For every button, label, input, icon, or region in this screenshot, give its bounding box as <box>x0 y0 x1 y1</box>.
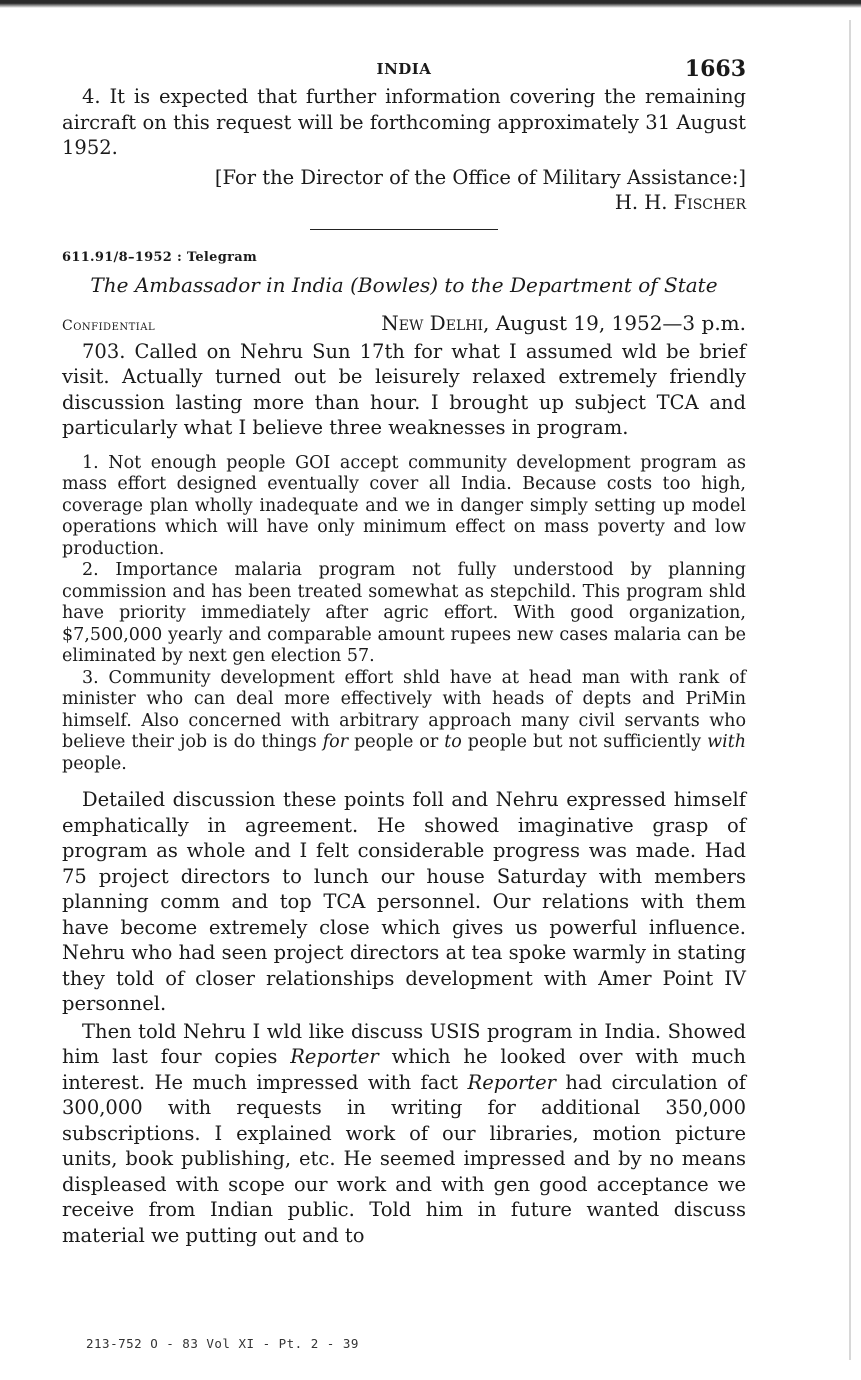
signature-surname: Fischer <box>673 190 746 214</box>
point-2: 2. Importance malaria program not fully understood by planning commission and has been treated somewhat as stepchild. This program shld have priority immediately after agric effort. With good organization, $7,500,000 yearly and comparable amount rupees new cases malaria can be eliminated by next gen election 57. <box>62 560 746 666</box>
point-3-emphasis-for: for <box>322 732 349 752</box>
point-3-text: people. <box>62 753 127 774</box>
place-date <box>381 311 746 335</box>
point-3-text: people or <box>348 732 445 752</box>
section-divider <box>310 229 498 230</box>
opening-paragraph: 703. Called on Nehru Sun 17th for what I assumed wld be brief visit. Actually turned out be leisurely relaxed extremely friendly discussion lasting more than hour. I brought up subject TCA and particularly what I believe three weaknesses in program. <box>62 339 746 439</box>
scan-right-edge <box>849 20 851 1360</box>
usis-text: Then told Nehru I wld like discuss USIS program in India. Showed him last four copies <box>62 1019 746 1068</box>
running-head-section: INDIA <box>376 60 432 78</box>
numbered-points <box>62 453 746 776</box>
signature-name <box>62 190 746 215</box>
classification-label: Confidential <box>62 317 156 334</box>
document-title: The Ambassador in India (Bowles) to the Department of State <box>90 272 718 297</box>
usis-paragraph <box>62 1019 746 1249</box>
file-reference: 611.91/8–1952 : Telegram <box>62 249 258 265</box>
dateline <box>62 311 746 335</box>
print-code: 213-752 O - 83 Vol XI - Pt. 2 - 39 <box>86 1336 359 1351</box>
place: New Delhi <box>381 310 483 335</box>
signature-attribution: [For the Director of the Office of Military Assistance:] <box>214 165 746 189</box>
signature-block <box>62 165 746 215</box>
usis-text: had circulation of 300,000 with requests in writing for additional 350,000 subscriptions. I explained work of our libraries, motion picture units, book publishing, etc. He seemed impressed and by no means displeased with scope our work and with gen good acceptance we receive from Indian public. Told him in future wanted discuss material we putting out and to <box>62 1070 746 1247</box>
point-3-text: people but not sufficiently <box>461 732 708 752</box>
document-page <box>62 56 746 1248</box>
point-3-text: 3. Community development effort shld have at head man with rank of minister who can deal more effectively with heads of depts and PriMin himself. Also concerned with arbitrary approach many civil servants who believe their job is do things <box>62 667 746 752</box>
reporter-title: Reporter <box>467 1070 556 1094</box>
reporter-title: Reporter <box>290 1045 379 1068</box>
page-number: 1663 <box>684 56 746 82</box>
point-1: 1. Not enough people GOI accept community development program as mass effort designed eventually cover all India. Because costs too high, coverage plan wholly inadequate and we in danger simply setting up model operations which will have only minimum effect on mass poverty and low production. <box>62 452 746 559</box>
signature-initials: H. H. <box>614 190 674 214</box>
running-head <box>62 56 746 84</box>
scan-top-edge <box>0 0 861 8</box>
point-3 <box>62 668 746 776</box>
point-3-emphasis-to: to <box>444 732 462 752</box>
date-time: , August 19, 1952—3 p.m. <box>482 310 746 335</box>
point-3-emphasis-with: with <box>707 732 747 752</box>
intro-paragraph: 4. It is expected that further information covering the remaining aircraft on this request will be forthcoming approximately 31 August 1952. <box>62 85 746 159</box>
discussion-paragraph: Detailed discussion these points foll and Nehru expressed himself emphatically in agreement. He showed imaginative grasp of program as whole and I felt considerable progress was made. Had 75 project directors to lunch our house Saturday with members planning comm and top TCA personnel. Our relations with them have become extremely close which gives us powerful influence. Nehru who had seen project directors at tea spoke warmly in stating they told of closer relationships development with Amer Point IV personnel. <box>62 788 746 1015</box>
usis-text: which he looked over with much interest. He much impressed with fact <box>62 1045 746 1094</box>
